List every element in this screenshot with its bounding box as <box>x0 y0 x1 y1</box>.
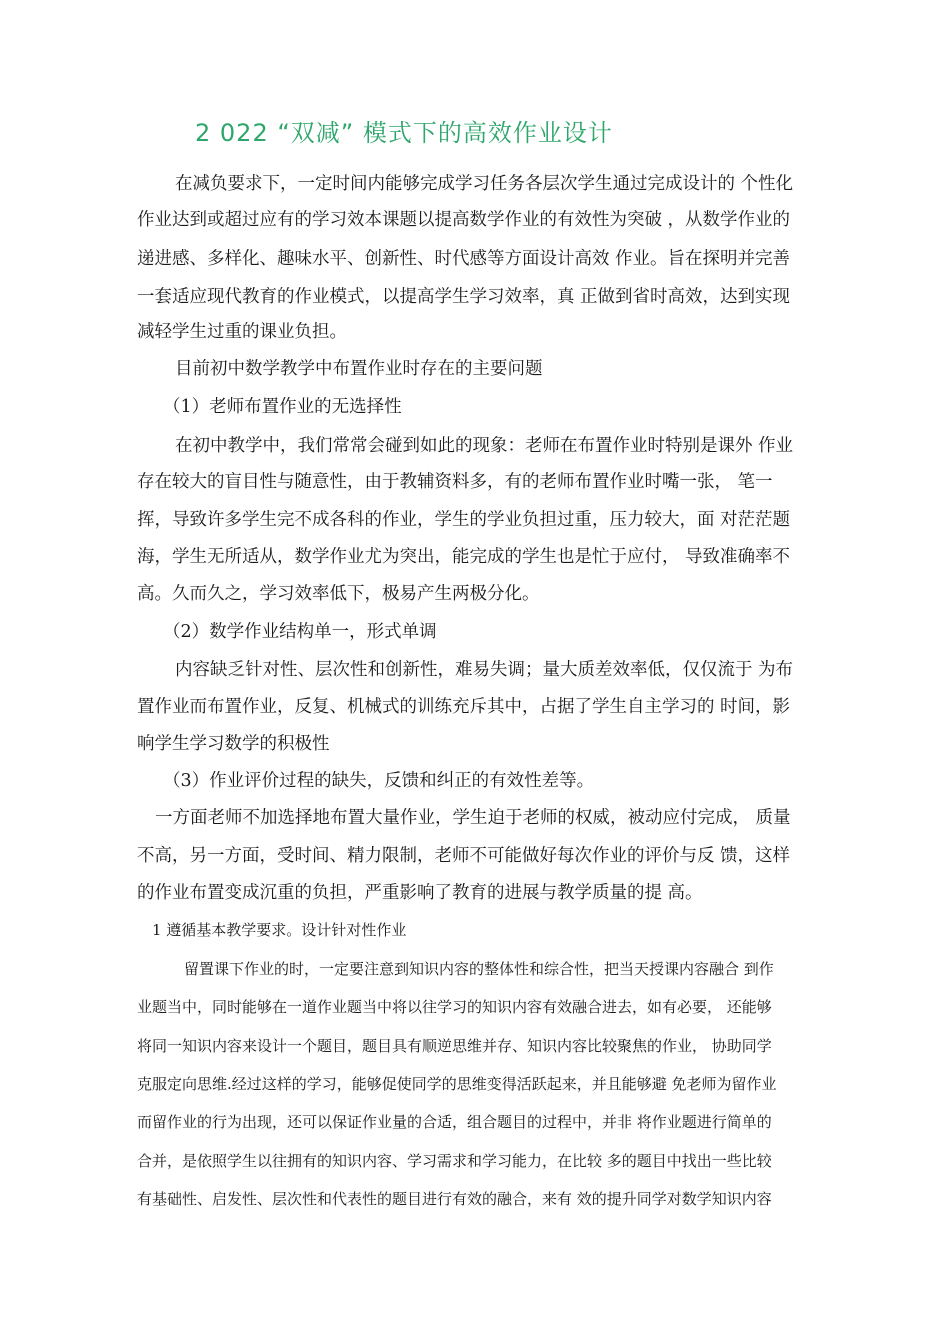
section-heading-problems: 目前初中数学教学中布置作业时存在的主要问题 <box>175 359 543 379</box>
paragraph-1-line-4: 一套适应现代教育的作业模式，以提高学生学习效率，真 正做到省时高效，达到实现 <box>137 287 791 307</box>
paragraph-1-line-3: 递进感、多样化、趣味水平、创新性、时代感等方面设计高效 作业。旨在探明并完善 <box>137 249 791 269</box>
paragraph-5-line-1: 留置课下作业的时，一定要注意到知识内容的整体性和综合性，把当天授课内容融合 到作 <box>184 960 774 978</box>
paragraph-5-line-2: 业题当中，同时能够在一道作业题当中将以往学习的知识内容有效融合进去，如有必要， 还能够 <box>137 998 772 1016</box>
paragraph-2-line-3: 挥，导致许多学生完不成各科的作业，学生的学业负担过重，压力较大，面 对茫茫题 <box>137 510 791 530</box>
paragraph-2-line-2: 存在较大的盲目性与随意性，由于教辅资料多，有的老师布置作业时嘴一张， 笔一 <box>137 472 773 492</box>
paragraph-2-line-1: 在初中教学中，我们常常会碰到如此的现象：老师在布置作业时特别是课外 作业 <box>175 436 794 456</box>
paragraph-5-line-4: 克服定向思维.经过这样的学习，能够促使同学的思维变得活跃起来，并且能够避 免老师为留作业 <box>137 1075 777 1093</box>
paragraph-1-line-5: 减轻学生过重的课业负担。 <box>137 322 347 342</box>
subheading-3: （3）作业评价过程的缺失，反馈和纠正的有效性差等。 <box>163 771 595 791</box>
section-heading-1: 1 遵循基本教学要求。设计针对性作业 <box>152 921 407 939</box>
paragraph-5-line-3: 将同一知识内容来设计一个题目，题目具有顺逆思维并存、知识内容比较聚焦的作业， 协助同学 <box>137 1037 772 1055</box>
subheading-1: （1）老师布置作业的无选择性 <box>163 397 402 417</box>
paragraph-4-line-2: 不高，另一方面，受时间、精力限制，老师不可能做好每次作业的评价与反 馈，这样 <box>137 846 791 866</box>
paragraph-4-line-3: 的作业布置变成沉重的负担，严重影响了教育的进展与教学质量的提 高。 <box>137 883 703 903</box>
paragraph-1-line-1: 在减负要求下，一定时间内能够完成学习任务各层次学生通过完成设计的 个性化 <box>175 174 794 194</box>
paragraph-2-line-5: 高。久而久之，学习效率低下，极易产生两极分化。 <box>137 584 540 604</box>
paragraph-3-line-3: 响学生学习数学的积极性 <box>137 734 330 754</box>
paragraph-5-line-5: 而留作业的行为出现，还可以保证作业量的合适，组合题目的过程中，并非 将作业题进行简单的 <box>137 1113 772 1131</box>
subheading-2: （2）数学作业结构单一，形式单调 <box>163 622 437 642</box>
document-title: 2 022 “双减” 模式下的高效作业设计 <box>195 119 613 147</box>
paragraph-5-line-7: 有基础性、启发性、层次性和代表性的题目进行有效的融合，来有 效的提升同学对数学知识内容 <box>137 1190 772 1208</box>
paragraph-1-line-2: 作业达到或超过应有的学习效本课题以提高数学作业的有效性为突破 ，从数学作业的 <box>137 210 791 230</box>
paragraph-4-line-1: 一方面老师不加选择地布置大量作业，学生迫于老师的权威，被动应付完成， 质量 <box>155 808 791 828</box>
paragraph-3-line-1: 内容缺乏针对性、层次性和创新性，难易失调；量大质差效率低，仅仅流于 为布 <box>175 660 794 680</box>
paragraph-3-line-2: 置作业而布置作业，反复、机械式的训练充斥其中，占据了学生自主学习的 时间，影 <box>137 697 791 717</box>
paragraph-5-line-6: 合并，是依照学生以往拥有的知识内容、学习需求和学习能力，在比较 多的题目中找出一些比较 <box>137 1152 772 1170</box>
paragraph-2-line-4: 海，学生无所适从，数学作业尤为突出，能完成的学生也是忙于应付， 导致准确率不 <box>137 547 791 567</box>
